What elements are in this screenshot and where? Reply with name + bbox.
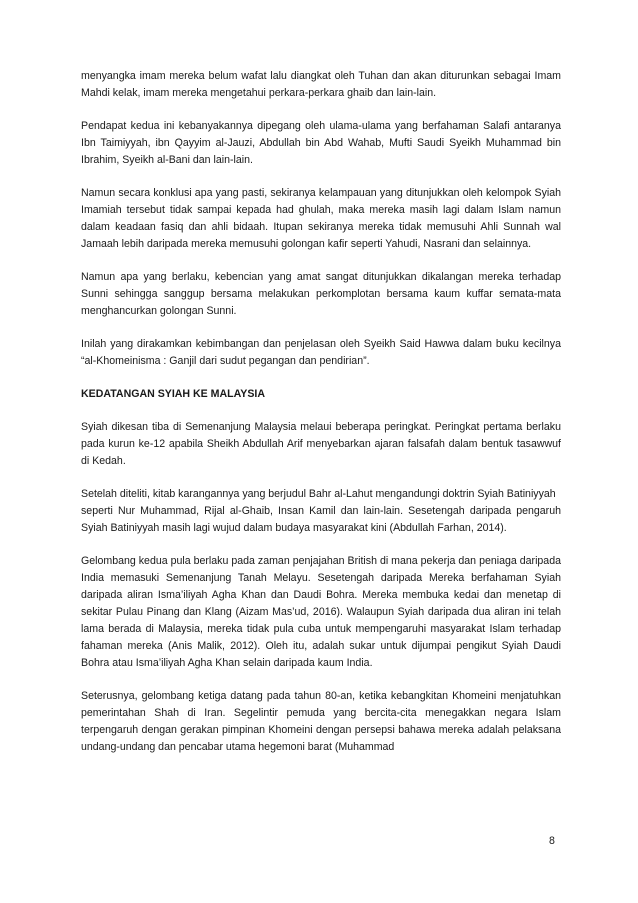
section-heading: KEDATANGAN SYIAH KE MALAYSIA [81,388,266,400]
paragraph-imam-mahdi: menyangka imam mereka belum wafat lalu diangkat oleh Tuhan dan akan diturunkan sebagai Imam Mahdi kelak, imam mereka mengetahui perkara-perkara ghaib dan lain-lain. [81,70,561,99]
page-number: 8 [549,835,555,847]
paragraph-second-wave: Gelombang kedua pula berlaku pada zaman penjajahan British di mana pekerja dan peniaga daripada India memasuki Semenanjung Tanah Melayu. Sesetengah daripada Mereka berfahaman Syiah daripada aliran Isma’iliyah Agha Khan dan Daudi Bohra. Mereka membuka kedai dan menetap di sekitar Pulau Pinang dan Klang (Aizam Mas’ud, 2016). Walaupun Syiah daripada dua aliran ini telah lama berada di Malaysia, mereka tidak pula cuba untuk mempengaruhi masyarakat Islam terhadap fahaman mereka (Anis Malik, 2012). Oleh itu, adalah sukar untuk dijumpai pengikut Syiah Daudi Bohra atau Isma’iliyah Agha Khan selain daripada kaum India. [81,555,561,669]
paragraph-bahr-al-lahut-line2: seperti Nur Muhammad, Rijal al-Ghaib, Insan Kamil dan lain-lain. Sesetengah daripada pengaruh Syiah Batiniyyah masih lagi wujud dalam budaya masyarakat kini (Abdullah Farhan, 2014). [81,505,561,534]
paragraph-said-hawwa: Inilah yang dirakamkan kebimbangan dan penjelasan oleh Syeikh Said Hawwa dalam buku kecilnya “al-Khomeinisma : Ganjil dari sudut pegangan dan pendirian”. [81,338,561,367]
paragraph-first-wave: Syiah dikesan tiba di Semenanjung Malaysia melaui beberapa peringkat. Peringkat pertama berlaku pada kurun ke-12 apabila Sheikh Abdullah Arif menyebarkan ajaran falsafah dalam bentuk tasawwuf di Kedah. [81,421,561,467]
paragraph-third-wave: Seterusnya, gelombang ketiga datang pada tahun 80-an, ketika kebangkitan Khomeini menjatuhkan pemerintahan Shah di Iran. Segelintir pemuda yang bercita-cita menegakkan negara Islam terpengaruh dengan gerakan pimpinan Khomeini dengan persepsi bahawa mereka adalah pelaksana undang-undang dan pencabar utama hegemoni barat (Muhammad [81,690,561,753]
paragraph-conclusion: Namun secara konklusi apa yang pasti, sekiranya kelampauan yang ditunjukkan oleh kelompok Syiah Imamiah tersebut tidak sampai kepada had ghulah, maka mereka masih lagi dalam Islam namun dalam keadaan fasiq dan ahli bidaah. Itupan sekiranya mereka tidak memusuhi Ahli Sunnah wal Jamaah lebih daripada mereka memusuhi golongan kafir seperti Yahudi, Nasrani dan selainnya. [81,187,561,250]
paragraph-bahr-al-lahut [81,486,561,537]
paragraph-bahr-al-lahut-line1: Setelah diteliti, kitab karangannya yang berjudul Bahr al-Lahut mengandungi doktrin Syiah Batiniyyah [81,488,556,500]
paragraph-salafi-scholars: Pendapat kedua ini kebanyakannya dipegang oleh ulama-ulama yang berfahaman Salafi antaranya Ibn Taimiyyah, ibn Qayyim al-Jauzi, Abdullah bin Abd Wahab, Mufti Saudi Syeikh Muhammad bin Ibrahim, Syeikh al-Bani dan lain-lain. [81,120,561,166]
paragraph-hatred-sunni: Namun apa yang berlaku, kebencian yang amat sangat ditunjukkan dikalangan mereka terhadap Sunni sehingga sanggup bersama melakukan perkomplotan bersama kaum kuffar semata-mata menghancurkan golongan Sunni. [81,271,561,317]
document-body [81,68,561,756]
